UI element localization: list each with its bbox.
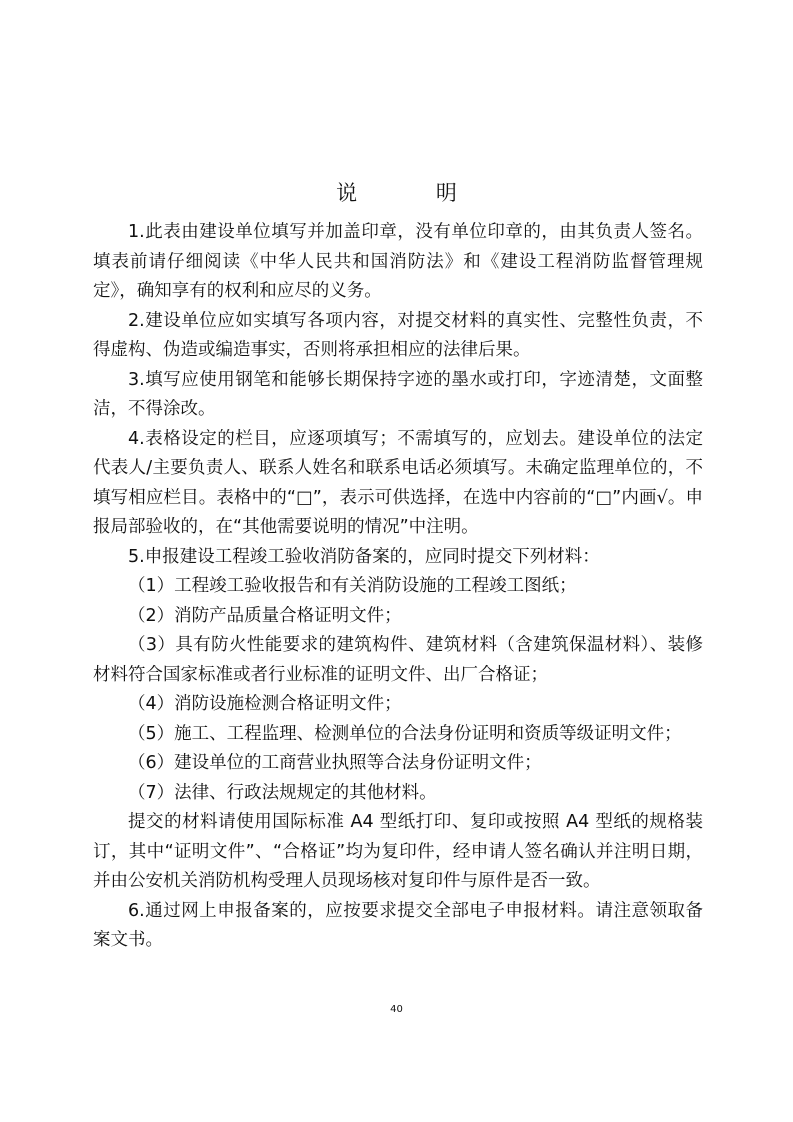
- instruction-paragraph-2: 2.建设单位应如实填写各项内容，对提交材料的真实性、完整性负责，不得虚构、伪造或编造事实，否则将承担相应的法律后果。: [93, 310, 703, 360]
- material-item-6: （6）建设单位的工商营业执照等合法身份证明文件；: [128, 753, 542, 773]
- instruction-paragraph-6: 6.通过网上申报备案的，应按要求提交全部电子申报材料。请注意领取备案文书。: [93, 900, 703, 950]
- material-item-7: （7）法律、行政法规规定的其他材料。: [128, 782, 437, 803]
- instructions-body: [93, 218, 703, 956]
- material-item-1: （1）工程竣工验收报告和有关消防设施的工程竣工图纸；: [128, 576, 577, 596]
- page-number: 40: [390, 1004, 403, 1015]
- material-item-5: （5）施工、工程监理、检测单位的合法身份证明和资质等级证明文件；: [128, 723, 682, 744]
- instruction-paragraph-4: 4.表格设定的栏目，应逐项填写；不需填写的，应划去。建设单位的法定代表人/主要负责人、联系人姓名和联系电话必须填写。未确定监理单位的，不填写相应栏目。表格中的“□”，表示可供选择，在选中内容前的“□”内画√。申报局部验收的，在“其他需要说明的情况”中注明。: [93, 428, 703, 537]
- page-title: 说 明: [336, 181, 493, 205]
- submission-note: 提交的材料请使用国际标准 A4 型纸打印、复印或按照 A4 型纸的规格装订，其中“证明文件”、“合格证”均为复印件，经申请人签名确认并注明日期，并由公安机关消防机构受理人员现场核对复印件与原件是否一致。: [93, 812, 703, 891]
- material-item-2: （2）消防产品质量合格证明文件；: [128, 605, 402, 626]
- material-item-4: （4）消防设施检测合格证明文件；: [128, 694, 402, 714]
- instruction-paragraph-1: 1.此表由建设单位填写并加盖印章，没有单位印章的，由其负责人签名。填表前请仔细阅读《中华人民共和国消防法》和《建设工程消防监督管理规定》，确知享有的权利和应尽的义务。: [93, 222, 703, 301]
- material-item-3: （3）具有防火性能要求的建筑构件、建筑材料（含建筑保温材料）、装修材料符合国家标准或者行业标准的证明文件、出厂合格证；: [93, 635, 703, 685]
- instruction-paragraph-3: 3.填写应使用钢笔和能够长期保持字迹的墨水或打印，字迹清楚，文面整洁，不得涂改。: [93, 369, 703, 419]
- instruction-paragraph-5: 5.申报建设工程竣工验收消防备案的，应同时提交下列材料：: [128, 546, 600, 567]
